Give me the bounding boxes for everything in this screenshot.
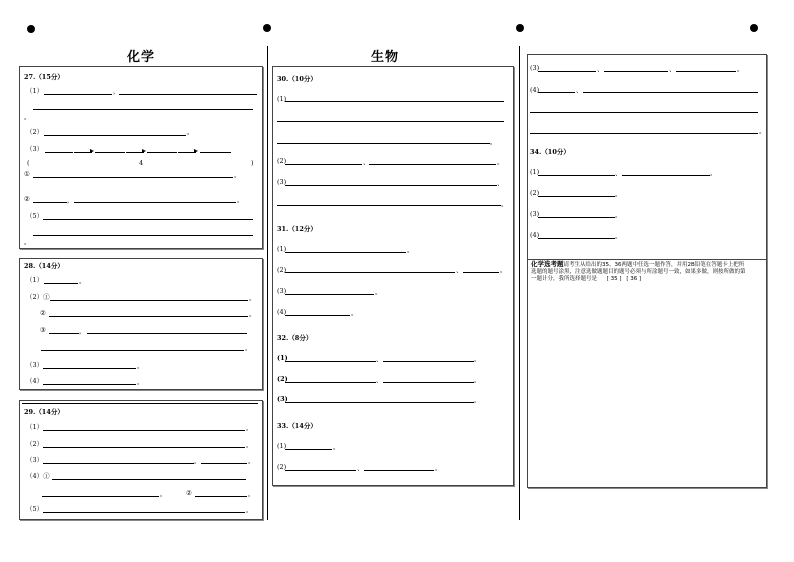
- q33-part4-blank-d[interactable]: [530, 133, 758, 134]
- column-divider-1: [267, 46, 268, 520]
- q29-part3-blank-b[interactable]: [201, 463, 247, 464]
- q31-part4-period: 。: [351, 309, 358, 317]
- q30-part2-period: 。: [497, 158, 504, 166]
- column-divider-2: [519, 46, 520, 520]
- q28-part2-c3-period: 。: [245, 344, 252, 352]
- q33-part1-period: 。: [333, 443, 340, 451]
- q29-header: 29.（14分）: [24, 408, 64, 416]
- q32-part1-label: (1): [277, 354, 288, 362]
- q30-part2-dun: 、: [363, 158, 370, 166]
- q27-part3-blank-d[interactable]: [200, 152, 231, 153]
- q27-part3-label: （3）: [26, 145, 44, 153]
- q28-part1-label: （1）: [26, 276, 44, 284]
- q29-part4-c1-period: 。: [160, 490, 167, 498]
- elective-line-1: 请考生从给出的35、36两题中任选一题作答，并用2B铅笔在答题卡上把所: [563, 262, 745, 268]
- q30-part3-period: 。: [501, 200, 508, 208]
- elective-title: 化学选考题: [531, 260, 564, 268]
- q27-part2-label: （2）: [26, 128, 44, 136]
- q27-circle1-blank[interactable]: [33, 177, 233, 178]
- punch-dot-3: [516, 24, 524, 32]
- q31-header: 31.（12分）: [277, 225, 317, 233]
- q27-arrow-2: [126, 152, 144, 153]
- q27-part2-blank[interactable]: [44, 135, 186, 136]
- q31-part1-label: (1): [277, 245, 287, 253]
- elective-line-2: 选题的题号涂黑，注意选做题题目的题号必须与所涂题号一致，如果多做，则按所做的第: [531, 269, 746, 275]
- q32-part3-label: (3): [277, 395, 288, 403]
- q29-part2-label: （2）: [26, 440, 44, 448]
- q33-part4-period: 。: [759, 127, 766, 135]
- q29-part5-label: （5）: [26, 505, 44, 513]
- q34-part2-label: (2): [530, 189, 540, 197]
- q34-part4-label: (4): [530, 231, 540, 239]
- q31-part4-label: (4): [277, 308, 287, 316]
- punch-dot-1: [27, 25, 35, 33]
- q27-circle2-blank-a[interactable]: [33, 202, 67, 203]
- q27-circle1-period: 。: [234, 171, 241, 179]
- punch-dot-4: [750, 24, 758, 32]
- q33-part3-dun-a: 、: [597, 65, 604, 73]
- q28-part2-c3-blank-a[interactable]: [49, 333, 79, 334]
- elective-option-36[interactable]: [ 36 ]: [626, 276, 642, 282]
- answer-box-q29: [19, 400, 263, 520]
- q27-arrow-3: [178, 152, 196, 153]
- q29-top-rule: [22, 403, 258, 404]
- q28-part2-c3-comma: ，: [79, 327, 86, 335]
- q33-part4-dun: 、: [576, 86, 583, 94]
- q29-part3-label: （3）: [26, 456, 44, 464]
- q29-part3-blank-a[interactable]: [43, 463, 194, 464]
- q32-part3-blank[interactable]: [285, 402, 474, 403]
- q34-part1-dun: 、: [615, 169, 622, 177]
- q32-part2-blank-a[interactable]: [285, 382, 376, 383]
- q34-part1-label: (1): [530, 168, 540, 176]
- q28-part2-c3-blank-b[interactable]: [87, 333, 247, 334]
- q32-part3-period: 。: [474, 396, 481, 404]
- q33-part2-period: 。: [435, 464, 442, 472]
- q29-part4-c2-period: 。: [248, 490, 255, 498]
- q29-part2-blank[interactable]: [43, 447, 245, 448]
- q34-part2-period: 。: [615, 190, 622, 198]
- q33-part2-blank-a[interactable]: [285, 470, 356, 471]
- q27-part3-blank-c[interactable]: [147, 152, 177, 153]
- q29-part4-c2-blank[interactable]: [195, 496, 247, 497]
- q33-part3-blank-a[interactable]: [538, 71, 596, 72]
- q31-part1-blank[interactable]: [285, 252, 406, 253]
- q31-part4-blank[interactable]: [285, 315, 350, 316]
- q33-part3-blank-b[interactable]: [604, 71, 668, 72]
- q28-part3-period: 。: [137, 362, 144, 370]
- q29-part1-blank[interactable]: [43, 430, 245, 431]
- q30-part1-blank-c[interactable]: [277, 143, 490, 144]
- q30-header: 30.（10分）: [277, 75, 317, 83]
- q29-part1-label: （1）: [26, 423, 44, 431]
- q28-part2-label: （2）①: [26, 293, 50, 301]
- q28-part2-c2: ②: [40, 309, 46, 317]
- q28-part2-c1-period: 。: [249, 294, 256, 302]
- q33-part4-blank-b[interactable]: [583, 92, 758, 93]
- q28-part2-c3: ③: [40, 326, 46, 334]
- q32-part1-period: 。: [474, 355, 481, 363]
- q33-part1-blank[interactable]: [285, 449, 332, 450]
- q28-part1-period: 。: [79, 277, 86, 285]
- q29-part4-c1-blank-a[interactable]: [52, 479, 246, 480]
- q33-part4-blank-c[interactable]: [530, 112, 758, 113]
- q27-part3-blank-b[interactable]: [95, 152, 125, 153]
- q34-part1-period: 。: [710, 169, 717, 177]
- q32-part1-blank-b[interactable]: [383, 361, 474, 362]
- q29-part4-c1-blank-b[interactable]: [42, 496, 159, 497]
- q33-part3-blank-c[interactable]: [676, 71, 736, 72]
- elective-option-35[interactable]: [ 35 ]: [606, 276, 622, 282]
- q30-part1-blank-a[interactable]: [285, 101, 504, 102]
- q34-part4-blank[interactable]: [538, 238, 615, 239]
- q29-part3-period-b: 。: [248, 457, 255, 465]
- q33-part2-blank-b[interactable]: [364, 470, 434, 471]
- q28-part4-blank[interactable]: [43, 384, 136, 385]
- q34-part1-blank-a[interactable]: [538, 175, 615, 176]
- q30-part3-blank-a[interactable]: [285, 185, 497, 186]
- q27-part2-period: 。: [187, 128, 194, 136]
- q27-part3-blank-a[interactable]: [45, 152, 73, 153]
- q27-part1-comma: ，: [113, 87, 120, 95]
- q33-part1-label: (1): [277, 442, 287, 450]
- q28-part2-c1-blank[interactable]: [50, 300, 248, 301]
- q32-part2-label: (2): [277, 375, 288, 383]
- q31-part3-blank[interactable]: [285, 294, 374, 295]
- q31-part2-dun: 、: [456, 266, 463, 274]
- q27-paren-open: (: [27, 159, 30, 167]
- q29-part5-blank[interactable]: [43, 512, 245, 513]
- q29-part4-label: （4）①: [26, 472, 50, 480]
- q27-part5-blank-b[interactable]: [33, 235, 253, 236]
- q27-arrow-1: [74, 152, 92, 153]
- q27-part1-blank-b[interactable]: [119, 94, 257, 95]
- elective-line-3: 一题计分，我所选择题号是: [531, 276, 598, 282]
- q30-part1-blank-b[interactable]: [277, 121, 504, 122]
- q27-part1-blank-c[interactable]: [33, 109, 253, 110]
- q32-part1-dun: 、: [376, 355, 383, 363]
- q28-header: 28.（14分）: [24, 262, 64, 270]
- q34-part4-period: 。: [615, 232, 622, 240]
- q33-part3-period: 。: [737, 65, 744, 73]
- q33-part2-dun: 、: [357, 464, 364, 472]
- q30-part1-label: (1): [277, 95, 287, 103]
- q28-part2-c3-blank-c[interactable]: [41, 350, 244, 351]
- q27-circle2-comma: ，: [67, 196, 74, 204]
- q31-part3-period: 。: [375, 288, 382, 296]
- q27-paren-close: ): [251, 159, 254, 167]
- q27-part1-period: 。: [24, 113, 31, 121]
- q33-part4-label: (4): [530, 86, 540, 94]
- answer-box-q28: [19, 258, 263, 390]
- q27-part4-number: 4: [139, 159, 144, 167]
- q30-part1-period: 。: [490, 138, 497, 146]
- q34-part2-blank[interactable]: [538, 196, 615, 197]
- q30-part3-blank-b[interactable]: [277, 205, 501, 206]
- elective-instructions: [531, 261, 763, 283]
- q31-part2-blank-a[interactable]: [285, 272, 455, 273]
- q32-part1-blank-a[interactable]: [285, 361, 376, 362]
- q27-part5-label: （5）: [26, 212, 44, 220]
- q28-part3-label: （3）: [26, 361, 44, 369]
- q34-part3-label: (3): [530, 210, 540, 218]
- q33-part4-blank-a[interactable]: [538, 92, 575, 93]
- punch-dot-2: [263, 24, 271, 32]
- q31-part3-label: (3): [277, 287, 287, 295]
- q28-part4-label: （4）: [26, 377, 44, 385]
- q28-part4-period: 。: [137, 378, 144, 386]
- q30-part3-dun: 、: [497, 179, 504, 187]
- q30-part2-blank-a[interactable]: [285, 164, 362, 165]
- q27-circle1: ①: [24, 170, 30, 178]
- q31-part2-label: (2): [277, 266, 287, 274]
- q33-header: 33.（14分）: [277, 422, 317, 430]
- q29-part3-period-a: 。: [194, 457, 201, 465]
- q28-part2-c2-blank[interactable]: [49, 316, 248, 317]
- q33-part2-label: (2): [277, 463, 287, 471]
- q34-part1-blank-b[interactable]: [622, 175, 710, 176]
- q27-part5-period: 。: [24, 238, 31, 246]
- q27-part1-blank-a[interactable]: [44, 94, 112, 95]
- q27-circle2-blank-b[interactable]: [74, 202, 236, 203]
- q29-part5-period: 。: [246, 506, 253, 514]
- q30-part2-label: (2): [277, 157, 287, 165]
- q31-part2-blank-b[interactable]: [463, 272, 499, 273]
- q29-part4-c2: ②: [186, 489, 192, 497]
- q29-part2-period: 。: [246, 441, 253, 449]
- q29-part1-period: 。: [246, 424, 253, 432]
- q32-part2-blank-b[interactable]: [383, 382, 474, 383]
- q28-part2-c2-period: 。: [249, 310, 256, 318]
- q32-part2-period: 。: [474, 376, 481, 384]
- chemistry-title: 化学: [127, 50, 156, 65]
- biology-title: 生物: [371, 50, 400, 65]
- q31-part2-period: 。: [500, 266, 507, 274]
- q27-header: 27.（15分）: [24, 73, 64, 81]
- q28-part3-blank[interactable]: [43, 368, 136, 369]
- q28-part1-blank[interactable]: [44, 283, 78, 284]
- q27-circle2-period: 。: [237, 196, 244, 204]
- q32-part2-dun: 、: [376, 376, 383, 384]
- q34-header: 34.（10分）: [530, 148, 570, 156]
- q30-part2-blank-b[interactable]: [369, 164, 496, 165]
- answer-box-elective: [527, 259, 767, 488]
- q27-part1-label: （1）: [26, 87, 44, 95]
- q30-part3-label: (3): [277, 178, 287, 186]
- q27-part5-blank-a[interactable]: [43, 219, 253, 220]
- q33-part3-label: (3): [530, 64, 540, 72]
- q34-part3-blank[interactable]: [538, 217, 615, 218]
- q31-part1-period: 。: [407, 246, 414, 254]
- q32-header: 32.（8分）: [277, 334, 313, 342]
- q34-part3-period: 。: [615, 211, 622, 219]
- answer-box-q33-q34: [527, 54, 767, 261]
- q27-circle2: ②: [24, 195, 30, 203]
- q33-part3-dun-b: 、: [669, 65, 676, 73]
